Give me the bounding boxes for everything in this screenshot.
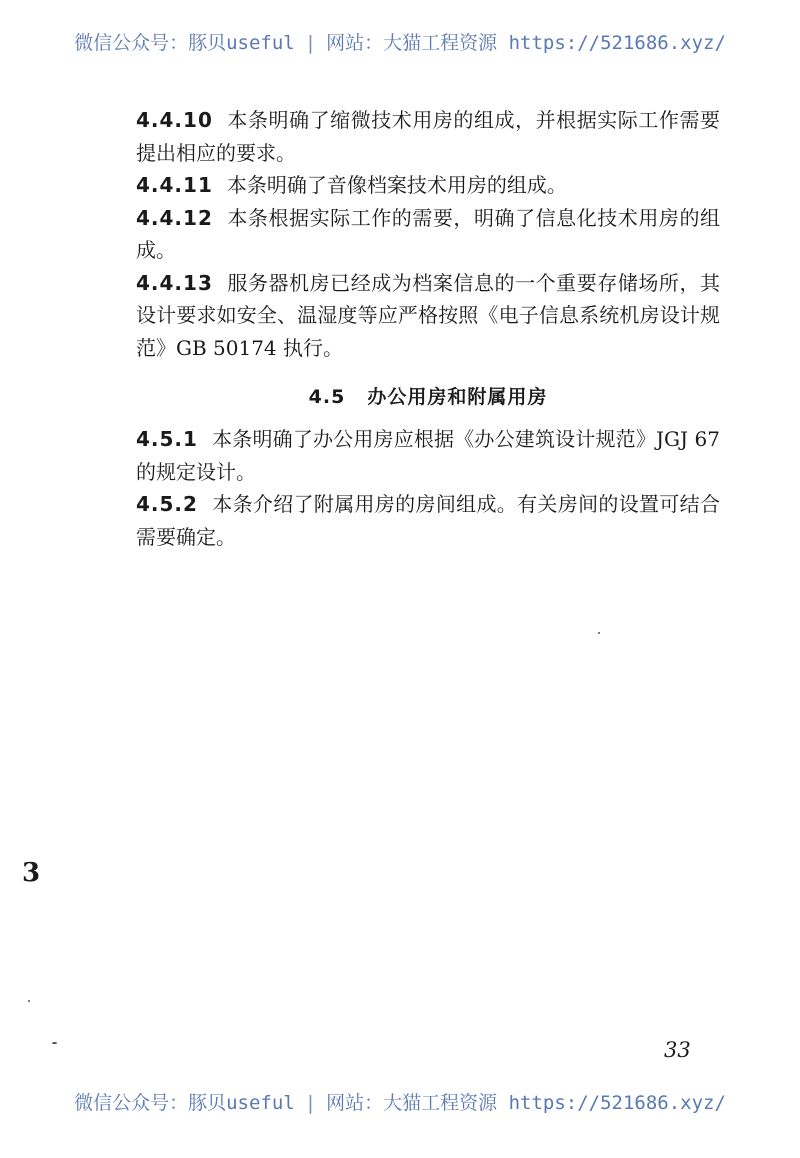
scan-speck — [52, 1042, 57, 1044]
clause-text: 服务器机房已经成为档案信息的一个重要存储场所，其设计要求如安全、温湿度等应严格按照《电子信息系统机房设计规范》GB 50174 执行。 — [136, 270, 720, 360]
section-title: 办公用房和附属用房 — [367, 386, 548, 408]
clause-text: 本条介绍了附属用房的房间组成。有关房间的设置可结合需要确定。 — [136, 492, 720, 549]
clause-number: 4.4.12 — [136, 205, 213, 230]
watermark-website: 网站：大猫工程资源 https://521686.xyz/ — [326, 32, 726, 54]
watermark-separator: | — [304, 1092, 317, 1114]
section-heading — [136, 382, 720, 409]
watermark-separator: | — [304, 32, 317, 54]
watermark-wechat: 微信公众号：豚贝useful — [74, 32, 295, 54]
scan-speck — [598, 632, 600, 634]
clause-text: 本条根据实际工作的需要，明确了信息化技术用房的组成。 — [136, 205, 720, 262]
document-body — [136, 104, 720, 553]
clause-4-5-2 — [136, 488, 720, 553]
clause-text: 本条明确了音像档案技术用房的组成。 — [226, 173, 567, 197]
section-number: 4.5 — [308, 386, 346, 408]
clause-text: 本条明确了缩微技术用房的组成，并根据实际工作需要提出相应的要求。 — [136, 108, 720, 165]
clause-4-4-12 — [136, 202, 720, 267]
clause-4-4-13 — [136, 267, 720, 365]
clause-text: 本条明确了办公用房应根据《办公建筑设计规范》JGJ 67的规定设计。 — [136, 427, 720, 484]
watermark-bottom — [0, 1088, 800, 1115]
watermark-wechat: 微信公众号：豚贝useful — [74, 1092, 295, 1114]
clause-4-5-1 — [136, 423, 720, 488]
clause-number: 4.4.11 — [136, 173, 213, 197]
watermark-top — [0, 28, 800, 55]
clause-4-4-11 — [136, 169, 720, 202]
clause-number: 4.4.13 — [136, 270, 213, 295]
clause-4-4-10 — [136, 104, 720, 169]
scan-speck — [28, 1000, 30, 1002]
clause-number: 4.5.1 — [136, 427, 198, 451]
binding-edge-mark: 3 — [22, 858, 41, 888]
watermark-website: 网站：大猫工程资源 https://521686.xyz/ — [326, 1092, 726, 1114]
clause-number: 4.5.2 — [136, 492, 198, 516]
clause-number: 4.4.10 — [136, 108, 213, 132]
page-number: 33 — [664, 1038, 691, 1062]
